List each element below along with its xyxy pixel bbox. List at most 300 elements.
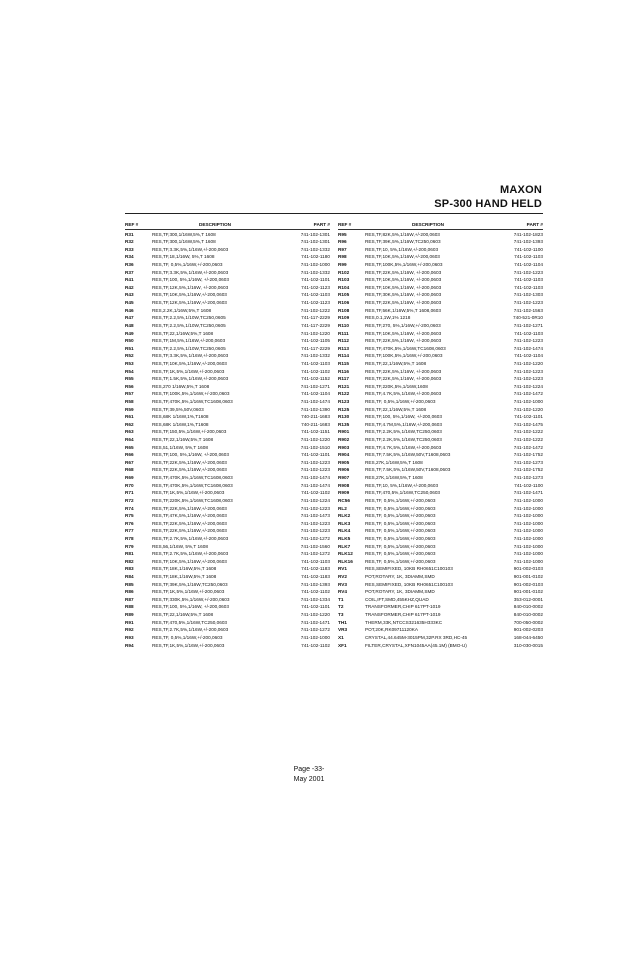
description-cell: RES,TF,10K,5%,1/16W, +/-200,0603: [365, 330, 442, 336]
part-number-cell: 740-211-1683: [301, 414, 330, 420]
table-row: [125, 543, 330, 551]
description-cell: RES,TF,3.3K,5%,1/16W,+/-200,0603: [152, 353, 229, 359]
description-cell: FILTER,CRYSTAL,XFN1045AA(45.1M) (BMO-U): [365, 642, 467, 648]
ref-cell: R50: [125, 338, 134, 344]
ref-cell: R48: [125, 322, 134, 328]
table-row: [125, 565, 330, 573]
part-number-cell: 741-102-1224: [513, 383, 543, 389]
model-title: SP-300 HAND HELD: [434, 198, 542, 210]
ref-cell: R72: [125, 497, 134, 503]
ref-cell: R76: [125, 520, 134, 526]
page-date: May 2001: [293, 776, 325, 783]
part-number-cell: 901-002-0203: [513, 627, 543, 633]
part-number-cell: 741-102-1271: [300, 383, 330, 389]
ref-cell: RLK12: [338, 551, 353, 557]
part-number-cell: 741-102-1152: [301, 376, 330, 382]
part-number-cell: 741-102-1000: [513, 551, 543, 557]
table-row: [338, 543, 543, 551]
part-number-cell: 741-102-1224: [300, 497, 330, 503]
table-row: [125, 238, 330, 246]
part-number-cell: 741-102-1183: [301, 574, 330, 580]
table-row: [125, 474, 330, 482]
ref-cell: R122: [338, 391, 350, 397]
table-row: [338, 444, 543, 452]
part-number-cell: 741-102-1223: [300, 520, 330, 526]
part-number-cell: 741-102-1222: [300, 307, 330, 313]
ref-cell: R135: [338, 421, 350, 427]
description-cell: TRANSFORMER,CHIP 617PT-1019: [365, 612, 441, 618]
ref-cell: R51: [125, 345, 134, 351]
description-cell: RES,TF, 0,5%,1/16W,+/-200,0603: [365, 528, 436, 534]
description-cell: RES,TF,470K,5%,1/16W,TC1608,0603: [152, 482, 233, 488]
table-row: [125, 360, 330, 368]
part-number-cell: 741-102-1220: [513, 360, 543, 366]
ref-cell: RLK2: [338, 513, 351, 519]
header-part: PART #: [526, 222, 543, 227]
table-row: [125, 246, 330, 254]
ref-cell: R82: [125, 558, 134, 564]
description-cell: RES,TF,22K,5%,1/16W,+/-200,0603: [152, 467, 227, 473]
header-part: PART #: [313, 222, 330, 227]
description-cell: RES,TF, 0,5%,1/16W,+/-200,0603: [365, 505, 436, 511]
description-cell: RES,TF, 0,5%,1/16W,+/-200,0603: [365, 399, 436, 404]
page-number: Page -33-: [293, 766, 325, 773]
description-cell: RES,TF,470K,5%,1/16W,TC1608,0603: [152, 399, 233, 404]
ref-cell: R98: [338, 254, 347, 260]
part-number-cell: 741-102-1272: [300, 627, 330, 633]
table-row: [338, 489, 543, 497]
part-number-cell: 741-102-1273: [513, 459, 543, 465]
table-row: [338, 482, 543, 490]
description-cell: POT,ROTARY, 1K, 3DIAMM,SMD: [365, 574, 435, 580]
part-number-cell: 741-102-1103: [514, 284, 543, 290]
ref-cell: RC56: [338, 497, 350, 503]
ref-cell: R67: [125, 459, 134, 465]
part-number-cell: 741-102-1102: [301, 368, 330, 374]
ref-cell: R96: [338, 239, 347, 245]
part-number-cell: 741-102-1334: [300, 596, 330, 602]
description-cell: COIL,IFT,SMD,455KHZ,QUAD: [365, 596, 429, 602]
part-number-cell: 741-102-1151: [301, 429, 330, 435]
description-cell: RES,2.2K,1/16W,5%,T 1608: [152, 307, 212, 313]
description-cell: RES,TF,7.5K,5%,1/16W,50V,T1608,0603: [365, 452, 451, 458]
parts-column-left: [125, 222, 330, 649]
part-number-cell: 741-102-1104: [301, 391, 330, 397]
description-cell: RES,TF,22K,5%,1/16W,+/-200,0603: [152, 528, 227, 534]
part-number-cell: 741-102-1223: [513, 300, 543, 306]
table-row: [125, 520, 330, 528]
description-cell: RES,TF,10K,5%,1/16W, +/-200,0603: [365, 284, 442, 290]
table-row: [338, 505, 543, 513]
ref-cell: R901: [338, 429, 350, 435]
ref-cell: R55: [125, 376, 134, 382]
part-number-cell: 741-102-1101: [301, 604, 330, 610]
part-number-cell: 310-030-0015: [513, 642, 543, 648]
part-number-cell: 741-102-1301: [300, 231, 330, 237]
table-row: [338, 345, 543, 353]
part-number-cell: 741-102-1563: [513, 307, 543, 313]
ref-cell: RV4: [338, 589, 348, 595]
ref-cell: R115: [338, 360, 349, 366]
table-row: [125, 383, 330, 391]
ref-cell: RLK4: [338, 528, 351, 534]
part-number-cell: 741-102-1222: [513, 429, 543, 435]
table-row: [125, 428, 330, 436]
description-cell: RES,TF,330K,5%,1/16W,+/-200,0603: [152, 596, 230, 602]
ref-cell: R59: [125, 406, 134, 412]
part-number-cell: 741-102-1472: [513, 391, 543, 397]
part-number-cell: 741-102-1220: [300, 330, 330, 336]
description-cell: RES,TF,3.3K,5%,1/16W,+/-200,0603: [152, 246, 229, 252]
table-row: [338, 436, 543, 444]
description-cell: RES,TF,56K,1/16W,5%,T 1608,0603: [365, 307, 441, 313]
ref-cell: R116: [338, 368, 349, 374]
table-row: [125, 573, 330, 581]
description-cell: RES,TF,3.3K,5%,1/16W,+/-200,0603: [152, 269, 229, 275]
ref-cell: R32: [125, 239, 134, 245]
part-number-cell: 741-102-1102: [301, 642, 330, 648]
table-row: [125, 337, 330, 345]
description-cell: RES,TF,2.2,5%,1/10W,TC250,0605: [152, 315, 226, 321]
part-number-cell: 741-102-1223: [300, 505, 330, 511]
description-cell: RES,TF,10K,5%,1/16W,+/-200,0603: [365, 254, 440, 260]
part-number-cell: 741-102-1104: [514, 353, 543, 359]
part-number-cell: 741-102-1223: [513, 338, 543, 344]
description-cell: RES,TF,22,1/16W,5%,T 1608: [365, 406, 427, 412]
part-number-cell: 741-102-1000: [513, 497, 543, 503]
description-cell: RES,TF,30K,5%,1/16W, +/-200,0603: [365, 292, 442, 298]
table-row: [338, 322, 543, 330]
description-cell: RES,SEMIFIXED, 10KB RH0651C100103: [365, 581, 453, 587]
ref-cell: R109: [338, 315, 350, 321]
description-cell: RES,TF,39,5%,50V,0603: [152, 406, 204, 412]
part-number-cell: 741-102-1823: [513, 231, 543, 237]
ref-cell: R68: [125, 467, 134, 473]
part-number-cell: 840-010-0002: [513, 604, 543, 610]
table-row: [338, 330, 543, 338]
description-cell: RES,TF,10K,5%,1/16W,+/-200,0603: [152, 360, 227, 366]
ref-cell: R114: [338, 353, 349, 359]
ref-cell: X1: [338, 634, 344, 640]
table-row: [125, 436, 330, 444]
description-cell: RES,TF,4.7M,5%,1/16W,+/-200,0603: [365, 421, 442, 427]
table-row: [125, 231, 330, 239]
table-row: [338, 269, 543, 277]
description-cell: RES,TF,22,1/16W,5%,T 1608: [152, 437, 214, 443]
table-row: [338, 535, 543, 543]
table-row: [338, 398, 543, 406]
part-number-cell: 741-102-1000: [513, 535, 543, 541]
table-row: [338, 588, 543, 596]
table-row: [338, 459, 543, 467]
table-row: [338, 253, 543, 261]
description-cell: RES,TF, 0,5%,1/16W,+/-200,0603: [365, 551, 436, 557]
part-number-cell: 741-102-1100: [514, 246, 543, 252]
table-row: [125, 466, 330, 474]
table-row: [338, 413, 543, 421]
part-number-cell: 741-102-1223: [513, 368, 543, 374]
description-cell: RES,TF,1K,5%,1/16W,+/-200,0603: [152, 642, 225, 648]
description-cell: RES,TF,12K,5%,1/16W,+/-200,0603: [152, 300, 227, 306]
description-cell: RES,TF,100, 5%,1/16W, +/-200,0603: [365, 414, 442, 420]
description-cell: RES,TF,22,1/16W,5%,T 1608: [152, 330, 214, 336]
table-row: [125, 596, 330, 604]
description-cell: RES,TF,22K,5%,1/16W, +/-200,0603: [365, 269, 442, 275]
part-number-cell: 741-102-1332: [300, 269, 330, 275]
part-number-cell: 700-050-0002: [513, 619, 543, 625]
part-number-cell: 741-117-2229: [301, 345, 330, 351]
ref-cell: RV2: [338, 574, 348, 580]
part-number-cell: 741-102-1475: [513, 421, 543, 427]
description-cell: RES,TF,1.5K,5%,1/16W,+/-200,0603: [152, 376, 229, 382]
ref-cell: RLK3: [338, 520, 351, 526]
part-number-cell: 741-102-1271: [513, 322, 543, 328]
description-cell: CRYSTAL,44.645M-3015PM,32P.RX 3RD,HC-45: [365, 634, 468, 640]
description-cell: RES,TF, 0,5%,1/16W,+/-200,0603: [365, 543, 436, 549]
table-row: [338, 558, 543, 566]
description-cell: RES,TF,2.7K,5%,1/16W,+/-200,0603: [152, 627, 229, 633]
part-number-cell: 741-102-1471: [513, 490, 543, 496]
ref-cell: RLK5: [338, 535, 351, 541]
table-row: [125, 451, 330, 459]
description-cell: RES,TF,220K,5%,1/16W,TC1608,0603: [152, 497, 233, 503]
part-number-cell: 741-102-1180: [301, 254, 330, 260]
ref-cell: R907: [338, 475, 350, 481]
description-cell: RES,27K,1/16W,5%,T 1608: [365, 475, 423, 481]
ref-cell: RLK7: [338, 543, 351, 549]
table-row: [338, 284, 543, 292]
part-number-cell: 741-102-1474: [300, 482, 330, 488]
description-cell: THERM,33K,NTCCS321635H333KC: [365, 619, 443, 625]
part-number-cell: 741-102-1103: [514, 254, 543, 260]
table-row: [338, 307, 543, 315]
ref-cell: R47: [125, 315, 134, 321]
description-cell: RES,TF,22,1/16W,5%,T 1608: [152, 612, 214, 618]
part-number-cell: 741-102-1223: [300, 467, 330, 473]
part-number-cell: 741-102-1104: [514, 262, 543, 268]
part-number-cell: 741-102-1123: [301, 284, 330, 290]
table-row: [125, 626, 330, 634]
ref-cell: R77: [125, 528, 134, 534]
ref-cell: R69: [125, 475, 134, 481]
table-row: [125, 269, 330, 277]
description-cell: RES,TF, 0,5%,1/16W,+/-200,0603: [152, 262, 223, 268]
description-cell: RES,TF, 0,5%,1/16W,+/-200,0603: [365, 520, 436, 526]
part-number-cell: 741-102-1560: [300, 543, 330, 549]
table-row: [338, 291, 543, 299]
part-number-cell: 741-102-1101: [301, 452, 330, 458]
ref-cell: R906: [338, 467, 350, 473]
part-number-cell: 353-012-0001: [513, 596, 543, 602]
table-row: [338, 573, 543, 581]
table-row: [125, 307, 330, 315]
part-number-cell: 741-102-1752: [513, 467, 543, 473]
table-row: [338, 474, 543, 482]
part-number-cell: 840-010-0002: [513, 612, 543, 618]
description-cell: RES,SEMIFIXED, 10KB RH0651C100103: [365, 566, 453, 572]
part-number-cell: 741-102-1000: [300, 262, 330, 268]
part-number-cell: 741-102-1000: [513, 528, 543, 534]
part-number-cell: 741-102-1222: [513, 437, 543, 443]
part-number-cell: 901-001-0102: [513, 574, 543, 580]
part-number-cell: 741-102-1390: [300, 406, 330, 412]
table-row: [338, 512, 543, 520]
table-row: [125, 482, 330, 490]
table-row: [125, 497, 330, 505]
description-cell: RES,TF,18K,1/16W,5%,T 1608: [152, 566, 217, 572]
part-number-cell: 901-002-0103: [513, 581, 543, 587]
ref-cell: R58: [125, 399, 134, 404]
ref-cell: R908: [338, 482, 350, 488]
ref-cell: R909: [338, 490, 350, 496]
ref-cell: R71: [125, 490, 134, 496]
description-cell: RES,TF,220K,5%,1/16W,1608: [365, 383, 428, 389]
description-cell: RES,TF,22K,5%,1/16W, +/-200,0603: [365, 338, 442, 344]
part-number-cell: 741-102-1223: [513, 376, 543, 382]
description-cell: RES,TF,10K,5%,1/16W, +/-200,0603: [365, 277, 442, 283]
ref-cell: R86: [125, 589, 134, 595]
table-row: [125, 352, 330, 360]
ref-cell: XF1: [338, 642, 347, 648]
description-cell: RES,TF,2.2K,5%,1/16W,TC250,0603: [365, 437, 442, 443]
ref-cell: RV3: [338, 581, 348, 587]
ref-cell: R93: [125, 634, 134, 640]
description-cell: POT,ROTARY, 1K, 3DIAMM,SMD: [365, 589, 435, 595]
ref-cell: R123: [338, 399, 350, 404]
part-number-cell: 741-117-2229: [301, 322, 330, 328]
table-row: [125, 512, 330, 520]
table-row: [338, 246, 543, 254]
description-cell: RES,TF,100, 5%,1/16W, +/-200,0603: [152, 604, 229, 610]
table-row: [338, 406, 543, 414]
description-cell: RES,TF,2.7K,5%,1/16W,+/-200,0603: [152, 535, 229, 541]
table-row: [125, 634, 330, 642]
ref-cell: R61: [125, 414, 134, 420]
description-cell: RES,TF,18,1/16W, 5%,T 1608: [152, 254, 215, 260]
description-cell: RES,TF, 0,5%,1/16W,+/-200,0603: [365, 558, 436, 564]
part-number-cell: 741-102-1105: [301, 338, 330, 344]
table-row: [125, 253, 330, 261]
description-cell: RES,TF,150,5%,1/16W,+/-200,0603: [152, 429, 227, 435]
table-row: [338, 299, 543, 307]
table-row: [338, 466, 543, 474]
table-row: [125, 375, 330, 383]
ref-cell: R84: [125, 574, 134, 580]
description-cell: RES,TF,470K,5%,1/16W,TC1608,0603: [152, 475, 233, 481]
table-row: [338, 428, 543, 436]
header-description: DESCRIPTION: [411, 222, 445, 227]
ref-cell: R117: [338, 376, 349, 382]
part-number-cell: 741-102-1102: [301, 589, 330, 595]
table-row: [125, 276, 330, 284]
description-cell: RES,TF,100K,5%,1/16W,+/-200,0603: [365, 353, 443, 359]
table-row: [338, 451, 543, 459]
part-number-cell: 741-102-1301: [300, 239, 330, 245]
ref-cell: R49: [125, 330, 134, 336]
table-row: [338, 337, 543, 345]
ref-cell: R66: [125, 452, 134, 458]
part-number-cell: 741-102-1220: [300, 437, 330, 443]
table-row: [338, 238, 543, 246]
part-number-cell: 741-102-1474: [300, 399, 330, 404]
description-cell: RES,TF,1K,5%,1/16W,+/-200,0603: [152, 368, 225, 374]
ref-cell: R97: [338, 246, 347, 252]
ref-cell: R95: [338, 231, 347, 237]
table-row: [338, 603, 543, 611]
description-cell: RES,TF,39K,5%,1/16W,TC250,0603: [152, 581, 228, 587]
part-number-cell: 741-102-1393: [300, 581, 330, 587]
part-number-cell: 741-102-1103: [514, 330, 543, 336]
part-number-cell: 741-102-1473: [300, 513, 330, 519]
description-cell: RES,TF,82K,5%,1/16W,+/-200,0603: [365, 231, 440, 237]
ref-cell: R34: [125, 254, 134, 260]
ref-cell: VR3: [338, 627, 348, 633]
ref-cell: R105: [338, 292, 350, 298]
description-cell: TRANSFORMER,CHIP 617PT-1019: [365, 604, 441, 610]
part-number-cell: 741-102-1103: [301, 360, 330, 366]
table-row: [125, 550, 330, 558]
description-cell: RES,TF,22,1/16W,5%,T 1608: [365, 360, 427, 366]
ref-cell: R902: [338, 437, 350, 443]
ref-cell: RL2: [338, 505, 347, 511]
ref-cell: T3: [338, 612, 344, 618]
part-number-cell: 741-102-1332: [300, 353, 330, 359]
table-row: [338, 550, 543, 558]
table-row: [125, 588, 330, 596]
ref-cell: R905: [338, 459, 350, 465]
ref-cell: R74: [125, 505, 134, 511]
table-row: [125, 603, 330, 611]
ref-cell: R31: [125, 231, 134, 237]
description-cell: RES,TF,270, 5%,1/16W,+/-200,0603: [365, 322, 441, 328]
description-cell: RES,270 1/16W,5%,T 1608: [152, 383, 210, 389]
header-description: DESCRIPTION: [198, 222, 232, 227]
description-cell: RES,TF,39K,5%,1/16W,TC250,0603: [365, 239, 441, 245]
description-cell: RES,51,1/16W, 5%,T 1608: [152, 444, 208, 450]
part-number-cell: 741-102-1472: [513, 444, 543, 450]
description-cell: RES,TF,2.2K,5%,1/16W,TC250,0603: [365, 429, 442, 435]
ref-cell: R37: [125, 269, 134, 275]
ref-cell: R903: [338, 444, 350, 450]
table-row: [338, 383, 543, 391]
table-row: [338, 619, 543, 627]
ref-cell: R42: [125, 284, 134, 290]
table-row: [125, 284, 330, 292]
ref-cell: R121: [338, 383, 350, 389]
table-row: [338, 520, 543, 528]
header-rule: [125, 213, 543, 214]
table-row: [338, 527, 543, 535]
part-number-cell: 741-102-1100: [514, 482, 543, 488]
ref-cell: R36: [125, 262, 134, 268]
ref-cell: R64: [125, 437, 134, 443]
description-cell: RES,TF,22K,5%,1/16W,+/-200,0603: [152, 505, 227, 511]
ref-cell: R88: [125, 604, 134, 610]
table-header: [125, 222, 330, 230]
table-row: [125, 459, 330, 467]
ref-cell: R130: [338, 414, 350, 420]
ref-cell: R79: [125, 543, 134, 549]
ref-cell: R106: [338, 300, 350, 306]
table-row: [338, 421, 543, 429]
ref-cell: T2: [338, 604, 344, 610]
part-number-cell: 901-001-0102: [513, 589, 543, 595]
ref-cell: R83: [125, 566, 134, 572]
description-cell: RES,TF,22K,5%,1/16W, +/-200,0603: [365, 300, 442, 306]
description-cell: RES,27K,1/16W,5%,T 1608: [365, 459, 423, 465]
table-row: [125, 505, 330, 513]
table-row: [125, 535, 330, 543]
